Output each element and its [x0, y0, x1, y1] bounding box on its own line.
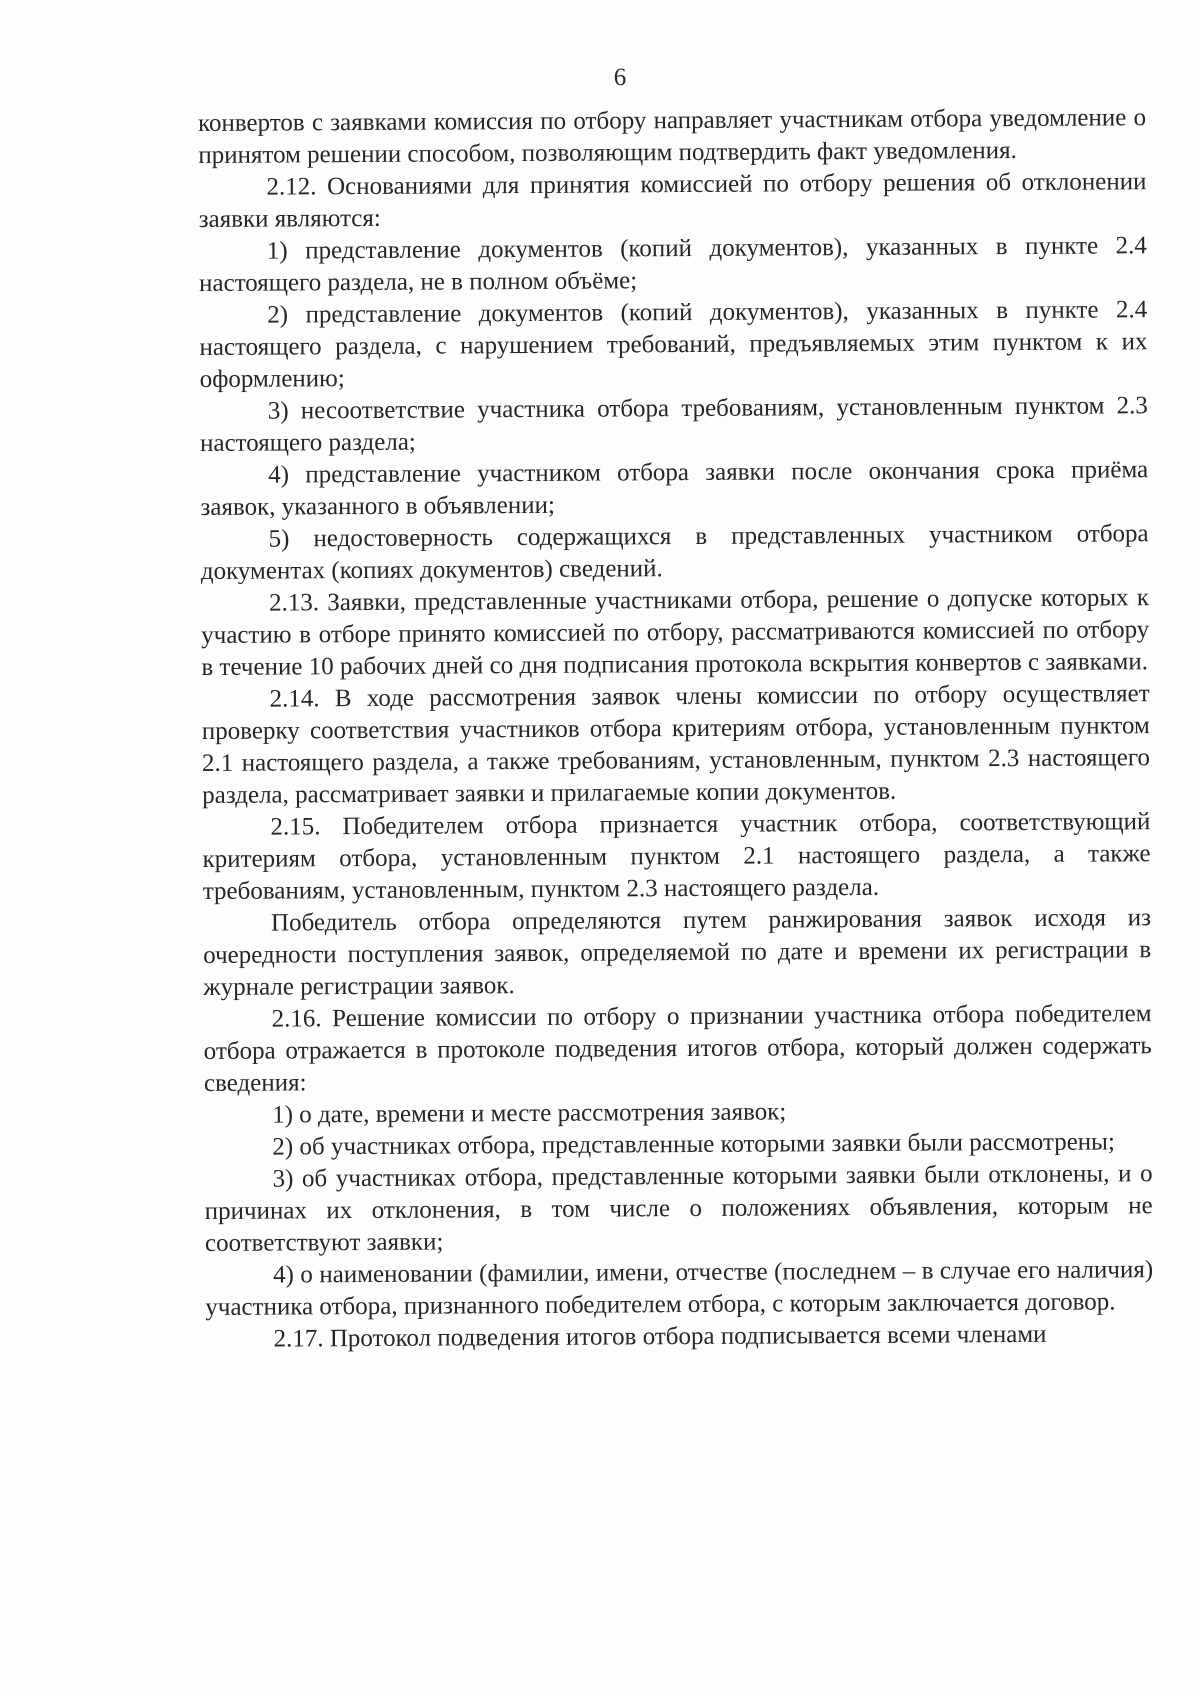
paragraph: 2.14. В ходе рассмотрения заявок члены комиссии по отбору осуществляет проверку соответствия участников отбора критериям отбора, установленным пунктом 2.1 настоящего раздела, а также требованиям, установленным, пунктом 2.3 настоящего раздела, рассматривает заявки и прилагаемые копии документов. [201, 680, 1151, 809]
paragraph: 2.16. Решение комиссии по отбору о признании участника отбора победителем отбора отражается в протоколе подведения итогов отбора, который должен содержать сведения: [203, 1000, 1152, 1097]
paragraph: 2.12. Основаниями для принятия комиссией по отбору решения об отклонении заявки являются: [198, 168, 1147, 233]
paragraph: 1) о дате, времени и месте рассмотрения заявок; [272, 1098, 787, 1129]
paragraph: 2.13. Заявки, представленные участниками отбора, решение о допуске которых к участию в отборе принято комиссией по отбору, рассматриваются комиссией по отбору в течение 10 рабочих дней со дня подписания протокола вскрытия конвертов с заявками. [201, 584, 1150, 681]
page-number: 6 [613, 64, 627, 91]
paragraph: 3) об участниках отбора, представленные которыми заявки были отклонены, и о причинах их отклонения, в том числе о положениях объявления, которым не соответствуют заявки; [204, 1160, 1153, 1257]
paragraph: 5) недостоверность содержащихся в представленных участником отбора документах (копиях документов) сведений. [200, 520, 1149, 585]
paragraph: 2) об участниках отбора, представленные которыми заявки были рассмотрены; [272, 1128, 1115, 1161]
paragraph: 2.15. Победителем отбора признается участник отбора, соответствующий критериям отбора, установленным пунктом 2.1 настоящего раздела, а также требованиям, установленным, пунктом 2.3 настоящего раздела. [202, 808, 1151, 905]
paragraph: 2) представление документов (копий документов), указанных в пункте 2.4 настоящего раздела, с нарушением требований, предъявляемых этим пунктом к их оформлению; [199, 296, 1148, 393]
paragraph: 4) представление участником отбора заявки после окончания срока приёма заявок, указанного в объявлении; [200, 456, 1149, 521]
paragraph: конвертов с заявками комиссия по отбору направляет участникам отбора уведомление о принятом решении способом, позволяющим подтвердить факт уведомления. [198, 104, 1147, 169]
paragraph: 4) о наименовании (фамилии, имени, отчестве (последнем – в случае его наличия) участника отбора, признанного победителем отбора, с которым заключается договор. [205, 1256, 1154, 1321]
document-body [198, 102, 1154, 1356]
paragraph: 3) несоответствие участника отбора требованиям, установленным пунктом 2.3 настоящего раздела; [199, 392, 1148, 457]
paragraph: 1) представление документов (копий документов), указанных в пункте 2.4 настоящего раздела, не в полном объёме; [198, 232, 1147, 297]
paragraph: 2.17. Протокол подведения итогов отбора подписывается всеми членами [273, 1320, 1047, 1353]
paragraph: Победитель отбора определяются путем ранжирования заявок исходя из очередности поступления заявок, определяемой по дате и времени их регистрации в журнале регистрации заявок. [203, 904, 1152, 1001]
